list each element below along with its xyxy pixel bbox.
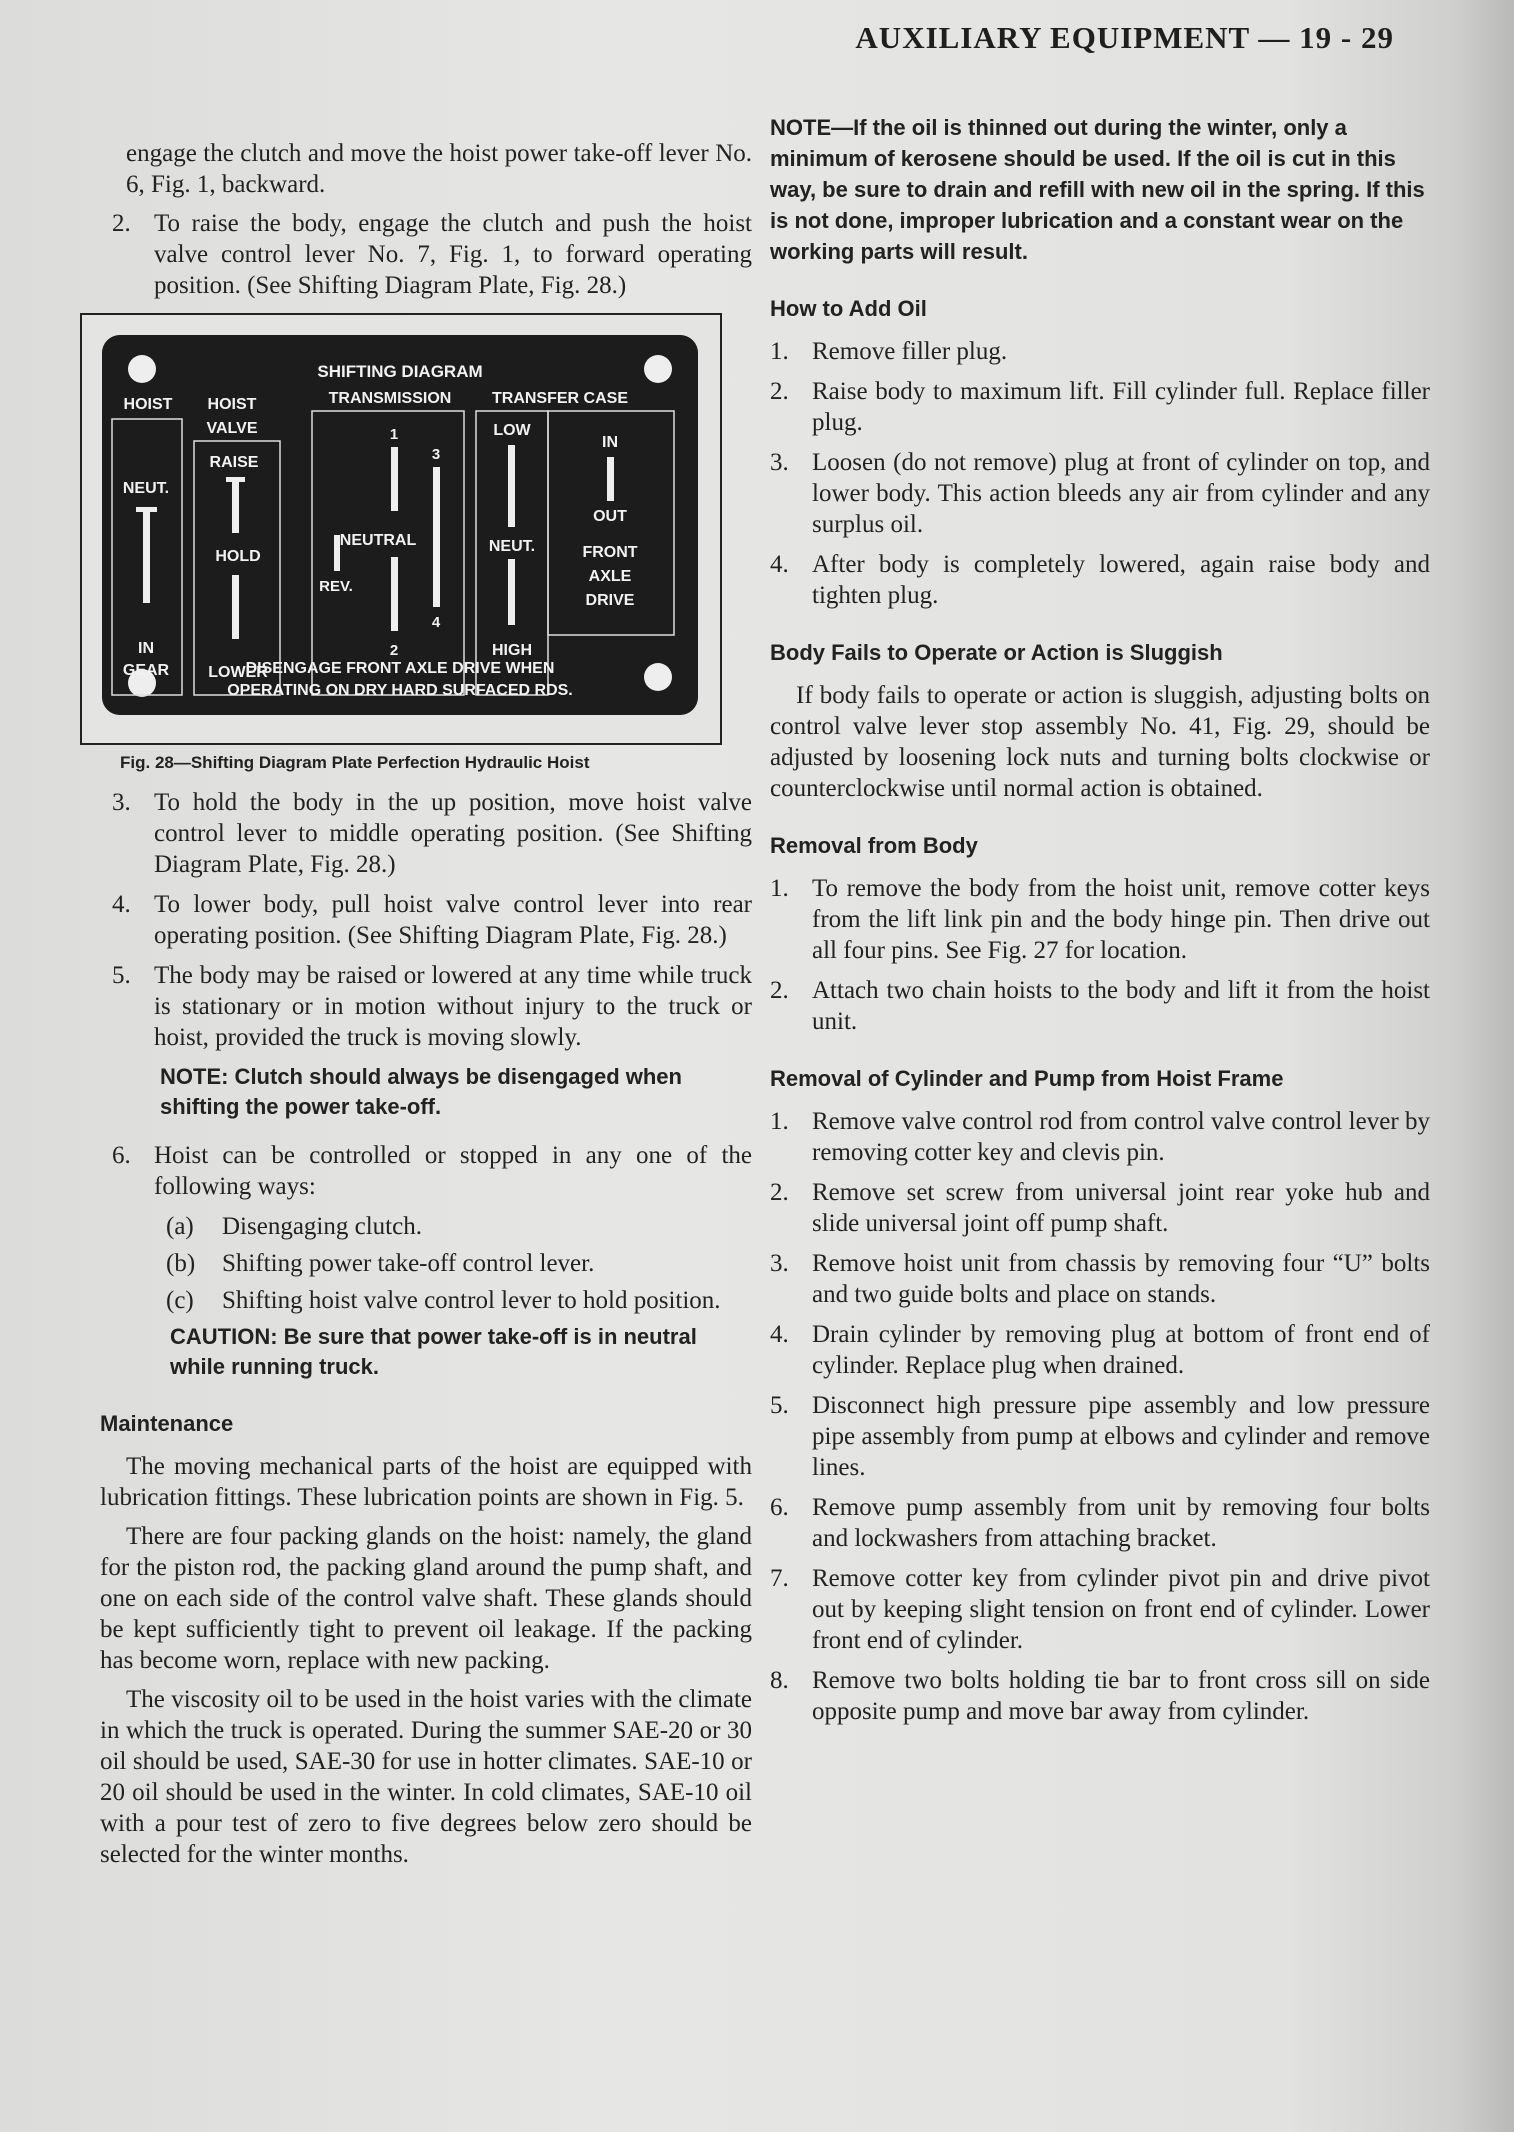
label-gear-3: 3 xyxy=(431,446,441,463)
label-gear-2: 2 xyxy=(389,642,399,659)
list-text: After body is completely lowered, again raise body and tighten plug. xyxy=(812,551,1430,609)
removal-body-list xyxy=(770,873,1430,1037)
shifting-diagram-figure xyxy=(80,313,720,772)
warning-text: DISENGAGE FRONT AXLE DRIVE WHEN xyxy=(245,660,555,677)
label-raise: RAISE xyxy=(209,454,259,471)
label-neut: NEUT. xyxy=(122,480,170,497)
label-out: OUT xyxy=(593,508,627,525)
paragraph: If body fails to operate or action is sluggish, adjusting bolts on control valve lever stop assembly No. 41, Fig. 29, should be adjusted by loosening lock nuts and turning bolts clockwise or counterclockwise until normal action is obtained. xyxy=(770,682,1430,802)
section-heading: Body Fails to Operate or Action is Sluggish xyxy=(770,640,1223,665)
list-item xyxy=(770,1106,1430,1168)
list-text: Remove hoist unit from chassis by removing four “U” bolts and two guide bolts and place on stands. xyxy=(812,1250,1430,1308)
label-hoist: HOIST xyxy=(123,396,173,413)
removal-cyl-list xyxy=(770,1106,1430,1727)
list-item xyxy=(770,873,1430,966)
page-header: AUXILIARY EQUIPMENT — 19 - 29 xyxy=(855,20,1394,55)
paragraph: The viscosity oil to be used in the hoist varies with the climate in which the truck is operated. During the summer SAE-20 or 30 oil should be used, SAE-30 for use in hotter climates. SAE-10 or 20 oil should be used in the winter. In cold climates, SAE-10 oil with a pour test of zero to five degrees below zero should be selected for the winter months. xyxy=(100,1686,752,1868)
list-text: Remove pump assembly from unit by removing four bolts and lockwashers from attaching bracket. xyxy=(812,1494,1430,1552)
list-item xyxy=(770,1248,1430,1310)
list-item xyxy=(770,447,1430,540)
list-item xyxy=(770,376,1430,438)
list-number: 6. xyxy=(770,1494,789,1521)
list-text: Remove valve control rod from control valve control lever by removing cotter key and clevis pin. xyxy=(812,1108,1430,1166)
list-number: 5. xyxy=(770,1392,789,1419)
list-item xyxy=(770,1177,1430,1239)
list-item xyxy=(770,1563,1430,1656)
list-item: 3. To hold the body in the up position, move hoist valve control lever to middle operating position. (See Shifting Diagram Plate, Fig. 28.) xyxy=(112,789,752,878)
list-number: 1. xyxy=(770,338,789,365)
list-item: 6. Hoist can be controlled or stopped in any one of the following ways: xyxy=(112,1142,752,1200)
list-item xyxy=(770,549,1430,611)
list-item xyxy=(770,1665,1430,1727)
list-item: 2. To raise the body, engage the clutch and push the hoist valve control lever No. 7, Fig. 1, to forward operating position. (See Shifting Diagram Plate, Fig. 28.) xyxy=(112,210,752,299)
list-item xyxy=(770,1390,1430,1483)
label-axle: AXLE xyxy=(588,568,632,585)
list-item xyxy=(770,1492,1430,1554)
label-transfer-case: TRANSFER CASE xyxy=(491,390,629,407)
figure-caption: Fig. 28—Shifting Diagram Plate Perfection Hydraulic Hoist xyxy=(120,753,590,772)
list-text: Attach two chain hoists to the body and lift it from the hoist unit. xyxy=(812,977,1430,1035)
list-number: 3. xyxy=(770,449,789,476)
list-text: Loosen (do not remove) plug at front of cylinder on top, and lower body. This action bleeds any air from cylinder and any surplus oil. xyxy=(812,449,1430,538)
label-front: FRONT xyxy=(582,544,638,561)
label-tc-neut: NEUT. xyxy=(488,538,536,555)
label-low: LOW xyxy=(493,422,531,439)
sub-item: (a) Disengaging clutch. xyxy=(166,1213,422,1240)
list-number: 8. xyxy=(770,1667,789,1694)
list-number: 2. xyxy=(770,977,789,1004)
label-lower: LOWER xyxy=(208,664,268,681)
label-hoist-valve: HOIST xyxy=(207,396,257,413)
section-heading: Removal from Body xyxy=(770,833,978,858)
rivet-icon xyxy=(644,663,672,691)
list-number: 2. xyxy=(770,1179,789,1206)
list-item xyxy=(770,1319,1430,1381)
list-item: 4. To lower body, pull hoist valve control lever into rear operating position. (See Shifting Diagram Plate, Fig. 28.) xyxy=(112,891,752,949)
list-item: 5. The body may be raised or lowered at any time while truck is stationary or in motion without injury to the truck or hoist, provided the truck is moving slowly. xyxy=(112,962,752,1051)
list-text: Remove set screw from universal joint rear yoke hub and slide universal joint off pump shaft. xyxy=(812,1179,1430,1237)
label-drive: DRIVE xyxy=(585,592,635,609)
section-heading: Removal of Cylinder and Pump from Hoist Frame xyxy=(770,1066,1284,1091)
list-text: To remove the body from the hoist unit, remove cotter keys from the lift link pin and the body hinge pin. Then drive out all four pins. See Fig. 27 for location. xyxy=(812,875,1430,964)
list-text: Remove two bolts holding tie bar to front cross sill on side opposite pump and move bar away from cylinder. xyxy=(812,1667,1430,1725)
note-text: NOTE—If the oil is thinned out during the winter, only a minimum of kerosene should be used. If the oil is cut in this way, be sure to drain and refill with new oil in the spring. If this is not done, improper lubrication and a constant wear on the working parts will result. xyxy=(770,115,1425,264)
rivet-icon xyxy=(644,355,672,383)
label-hold: HOLD xyxy=(215,548,261,565)
diagram-title: SHIFTING DIAGRAM xyxy=(317,362,483,381)
add-oil-list xyxy=(770,336,1430,611)
list-number: 4. xyxy=(770,1321,789,1348)
label-neutral: NEUTRAL xyxy=(339,532,417,549)
label-in-gear: IN xyxy=(138,640,154,657)
list-number: 4. xyxy=(770,551,789,578)
label-rev: REV. xyxy=(319,578,353,595)
shifting-diagram-plate xyxy=(102,335,698,715)
list-text: Raise body to maximum lift. Fill cylinder full. Replace filler plug. xyxy=(812,378,1430,436)
label-high: HIGH xyxy=(492,642,532,659)
label-gear-1: 1 xyxy=(389,426,399,443)
list-number: 7. xyxy=(770,1565,789,1592)
warning-text: OPERATING ON DRY HARD SURFACED RDS. xyxy=(227,682,573,699)
list-number: 2. xyxy=(770,378,789,405)
list-number: 1. xyxy=(770,875,789,902)
list-text: Remove filler plug. xyxy=(812,338,1008,365)
section-heading: How to Add Oil xyxy=(770,296,927,321)
list-number: 1. xyxy=(770,1108,789,1135)
rivet-icon xyxy=(128,355,156,383)
list-text: Drain cylinder by removing plug at bottom of front end of cylinder. Replace plug when drained. xyxy=(812,1321,1430,1379)
paragraph: There are four packing glands on the hoist: namely, the gland for the piston rod, the packing gland around the pump shaft, and one on each side of the control valve shaft. These glands should be kept sufficiently tight to prevent oil leakage. If the packing has become worn, replace with new packing. xyxy=(100,1523,752,1674)
right-column xyxy=(770,112,1430,1736)
label-in: IN xyxy=(602,434,618,451)
left-column xyxy=(100,138,752,1878)
section-heading: Maintenance xyxy=(100,1411,234,1436)
list-number: 3. xyxy=(770,1250,789,1277)
paragraph: The moving mechanical parts of the hoist are equipped with lubrication fittings. These lubrication points are shown in Fig. 5. xyxy=(100,1453,752,1511)
label-in-gear: GEAR xyxy=(122,662,170,679)
label-transmission: TRANSMISSION xyxy=(328,390,452,407)
list-text: Disconnect high pressure pipe assembly and low pressure pipe assembly from pump at elbows and cylinder and remove lines. xyxy=(812,1392,1430,1481)
label-gear-4: 4 xyxy=(431,614,441,631)
intro-text: engage the clutch and move the hoist power take-off lever No. 6, Fig. 1, backward. xyxy=(126,140,752,198)
list-text: Remove cotter key from cylinder pivot pin and drive pivot out by keeping slight tension on front end of cylinder. Lower front end of cylinder. xyxy=(812,1565,1430,1654)
sub-item: (c) Shifting hoist valve control lever to hold position. xyxy=(166,1287,721,1314)
label-hoist-valve: VALVE xyxy=(206,420,258,437)
list-item xyxy=(770,975,1430,1037)
sub-item: (b) Shifting power take-off control lever. xyxy=(166,1250,595,1277)
caution-text: CAUTION: Be sure that power take-off is in neutral while running truck. xyxy=(170,1324,697,1379)
list-item xyxy=(770,336,1430,367)
note-text: NOTE: Clutch should always be disengaged when shifting the power take-off. xyxy=(160,1064,682,1119)
